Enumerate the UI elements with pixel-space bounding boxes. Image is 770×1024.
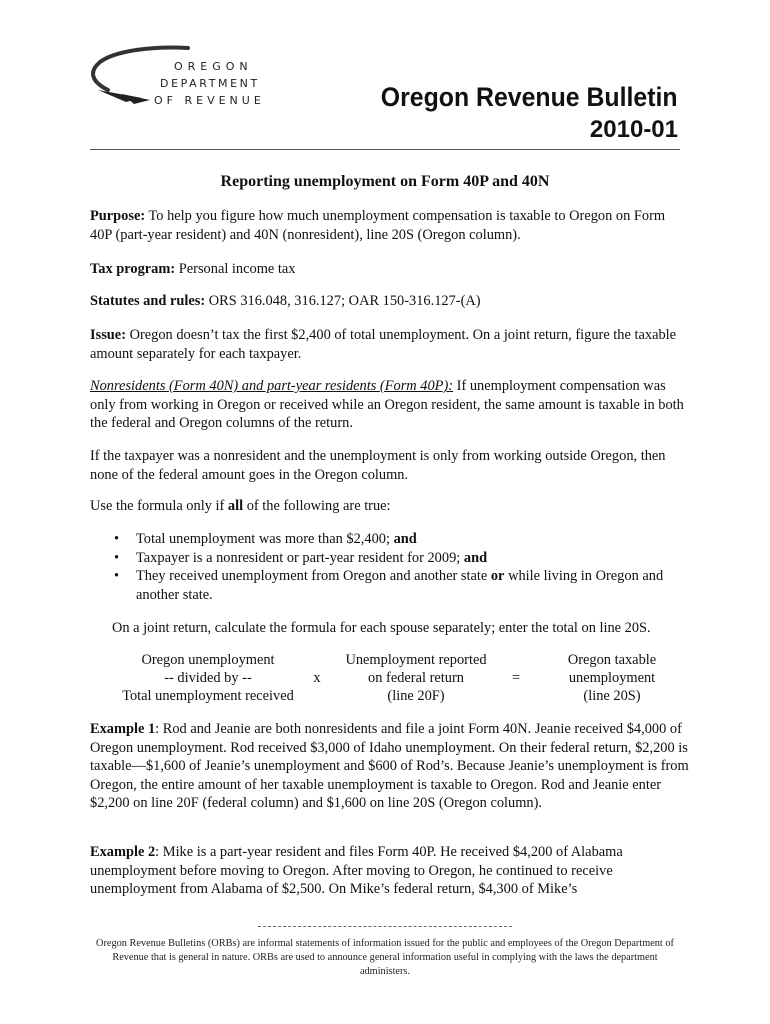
nonresident-outside-paragraph: If the taxpayer was a nonresident and the unemployment is only from working outside Oregon, then none of the federal amount goes in the Oregon column.: [90, 448, 666, 483]
statutes-text: ORS 316.048, 316.127; OAR 150-316.127-(A): [208, 293, 481, 309]
example-2-label: Example 2: [90, 844, 156, 860]
example-1-label: Example 1: [90, 721, 156, 737]
document-heading: Reporting unemployment on Form 40P and 40N: [220, 173, 550, 190]
bullet-icon: •: [114, 531, 120, 547]
example-1-paragraph: [90, 720, 690, 813]
use-formula-after: of the following are true:: [246, 498, 391, 514]
example-2-text: : Mike is a part-year resident and files Form 40P. He received $4,200 of Alabama unemployment before moving to Oregon. After moving to Oregon, he continued to receive unemployment from Alabama of $2,500. On Mike’s federal return, $4,300 of Mike’s: [90, 844, 623, 897]
formula-middle: Unemployment reported on federal return (line 20F): [345, 652, 487, 704]
issue-paragraph: [90, 326, 690, 363]
bullet-icon: •: [114, 568, 120, 584]
list-item: • Total unemployment was more than $2,400; and: [114, 531, 417, 547]
bulletin-number: 2010-01: [589, 116, 678, 143]
list-item: • Taxpayer is a nonresident or part-year resident for 2009; and: [114, 549, 488, 566]
tax-program-text: Personal income tax: [178, 261, 296, 277]
purpose-text: To help you figure how much unemployment compensation is taxable to Oregon on Form 40P (part-year resident) and 40N (nonresident), line 20S (Oregon column).: [90, 208, 666, 243]
issue-label: Issue:: [90, 327, 126, 343]
tax-program-paragraph: [90, 260, 690, 279]
issue-text: Oregon doesn’t tax the first $2,400 of total unemployment. On a joint return, figure the taxable amount separately for each taxpayer.: [90, 327, 677, 362]
header-rule: [90, 149, 680, 150]
joint-return-paragraph: On a joint return, calculate the formula for each spouse separately; enter the total on line 20S.: [112, 620, 651, 636]
tax-program-label: Tax program:: [90, 261, 176, 277]
logo-line-revenue: OF REVENUE: [154, 94, 265, 107]
nonresidents-text: If unemployment compensation was only from working in Oregon or received while an Oregon resident, the same amount is taxable in both the federal and Oregon columns of the return.: [90, 378, 684, 431]
conditions-list: [112, 530, 682, 604]
logo-line-department: DEPARTMENT: [160, 77, 260, 90]
use-formula-before: Use the formula only if: [90, 498, 225, 514]
footer-rule: [258, 926, 512, 927]
example-2-paragraph: [90, 843, 690, 899]
list-item: • They received unemployment from Oregon and another state or while living in Oregon and another state.: [114, 568, 664, 603]
logo-line-oregon: OREGON: [174, 60, 253, 73]
formula-times: x: [313, 670, 321, 686]
bullet-icon: •: [114, 549, 120, 566]
bulletin-title: Oregon Revenue Bulletin: [381, 82, 678, 112]
footer-disclaimer: Oregon Revenue Bulletins (ORBs) are informal statements of information issued for the public and employees of the Oregon Department of Revenue that is general in nature. ORBs are used to announce general information useful in complying with the laws the department administers.: [96, 938, 674, 977]
nonresidents-paragraph: [90, 377, 690, 433]
statutes-paragraph: [90, 292, 690, 311]
formula-right: Oregon taxable unemployment (line 20S): [567, 652, 657, 704]
statutes-label: Statutes and rules:: [90, 293, 206, 309]
use-formula-bold: all: [227, 498, 244, 514]
use-formula-paragraph: [90, 497, 690, 516]
formula-left: Oregon unemployment -- divided by -- Total unemployment received: [122, 652, 294, 704]
purpose-label: Purpose:: [90, 208, 146, 224]
example-1-text: : Rod and Jeanie are both nonresidents and file a joint Form 40N. Jeanie received $4,000 of Oregon unemployment. Rod received $3,000 of Idaho unemployment. On their federal return, $2,200 is taxable—$1,600 of Jeanie’s unemployment and $600 of Rod’s. Because Jeanie’s unemployment is from Oregon, the entire amount of her taxable unemployment is taxable to Oregon. Rod and Jeanie enter $2,200 on line 20F (federal column) and $1,600 on line 20S (Oregon column).: [90, 721, 689, 811]
purpose-paragraph: [90, 207, 690, 244]
nonresidents-label: Nonresidents (Form 40N) and part-year residents (Form 40P):: [90, 378, 454, 394]
formula-equals: =: [511, 670, 521, 686]
